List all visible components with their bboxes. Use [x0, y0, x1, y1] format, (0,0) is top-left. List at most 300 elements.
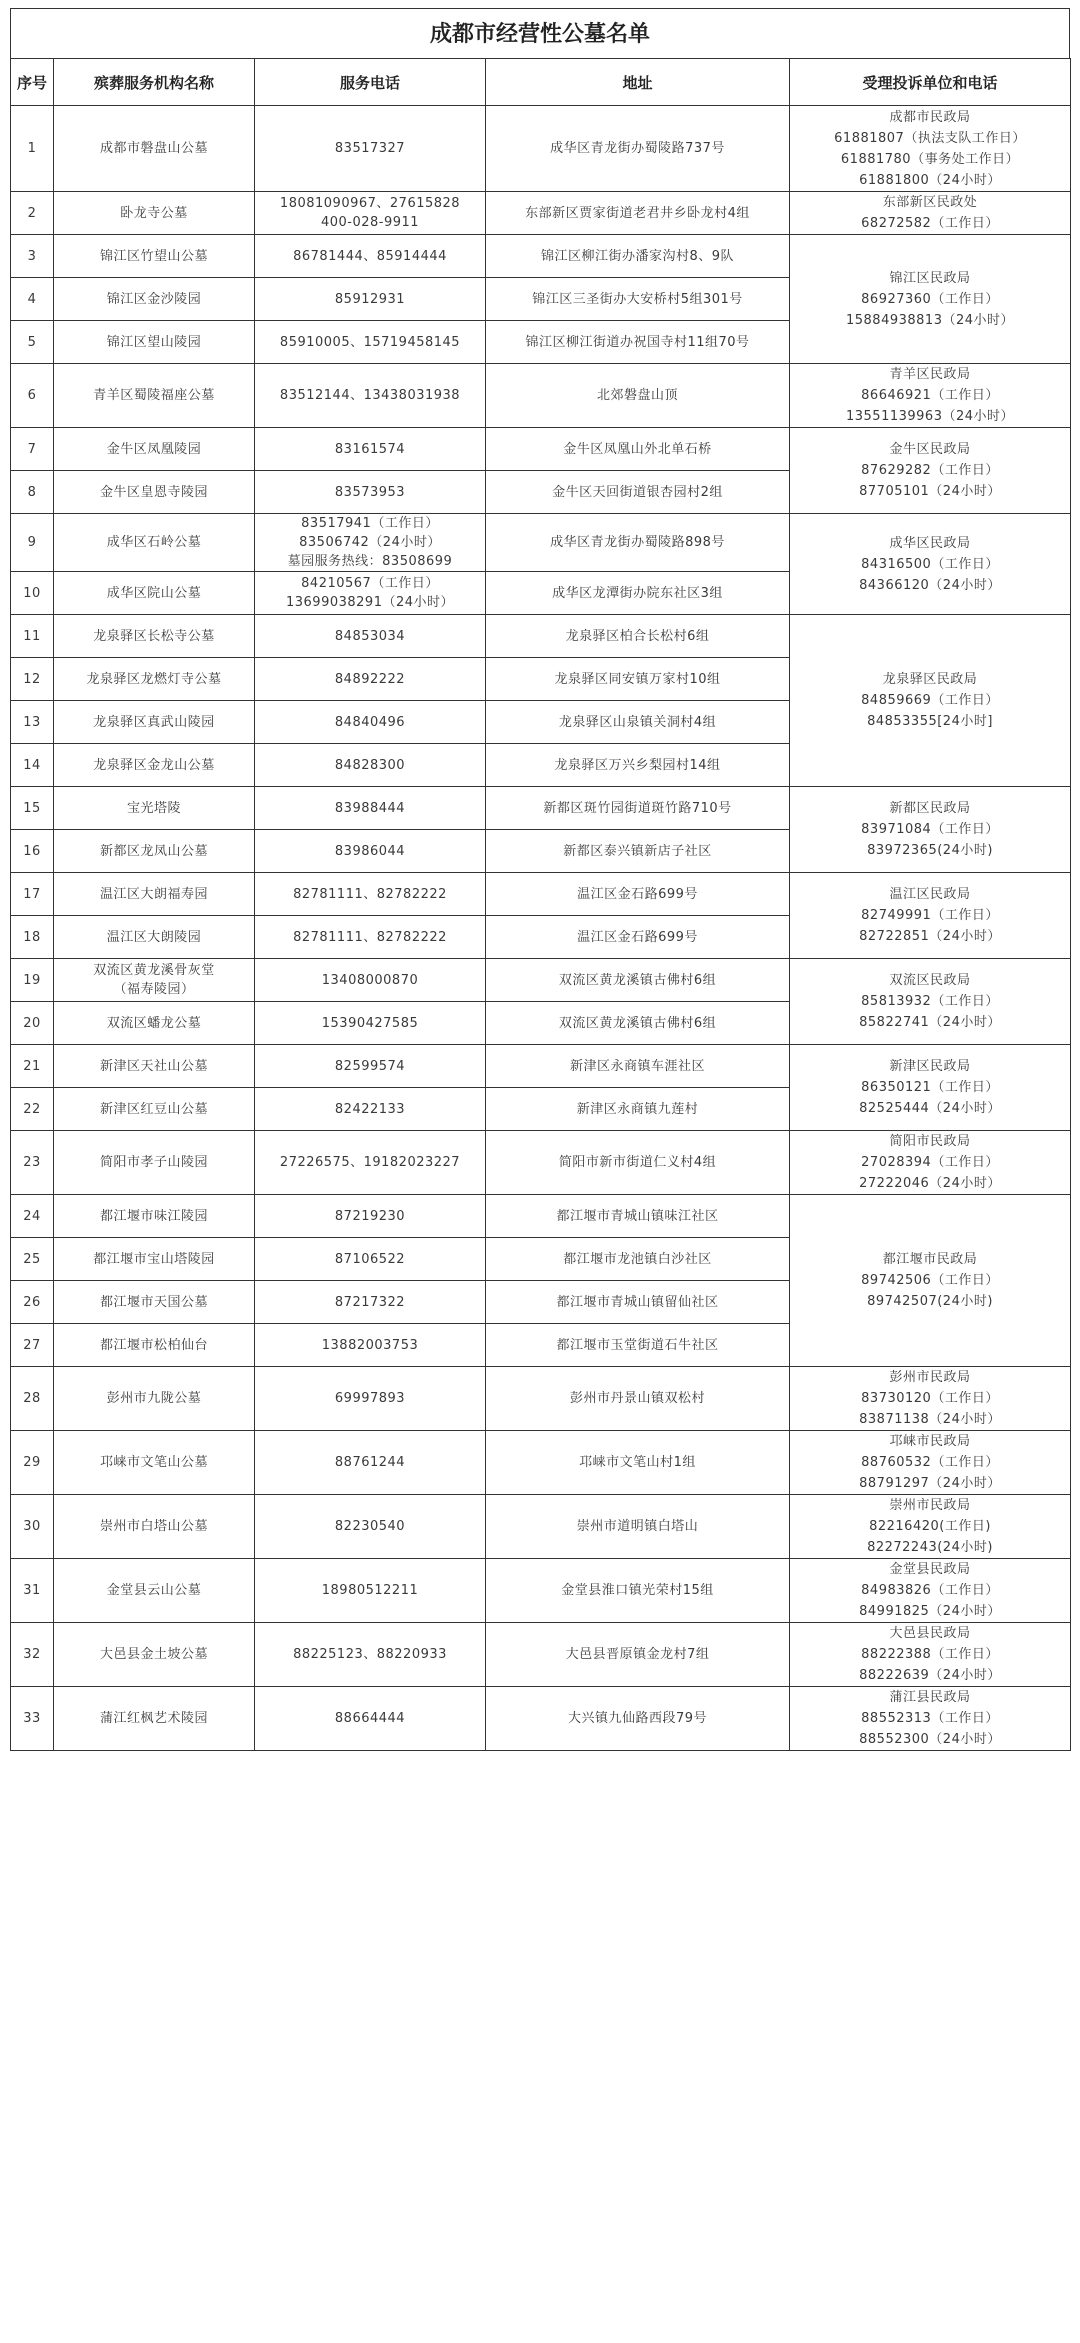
complaint-cell [790, 959, 1071, 1045]
phone-cell [255, 830, 486, 873]
phone-cell [255, 428, 486, 471]
address-line: 崇州市道明镇白塔山 [576, 1519, 699, 1534]
address-line: 锦江区柳江街道办祝国寺村11组70号 [525, 334, 750, 350]
phone-line: 82781111、82782222 [293, 886, 447, 902]
complaint-line: 88552313（工作日） [861, 1711, 999, 1726]
complaint-line: 27222046（24小时） [859, 1176, 1001, 1191]
row-index: 3 [11, 235, 54, 278]
complaint-cell [790, 1495, 1071, 1559]
row-index: 28 [11, 1367, 54, 1431]
complaint-line: 15884938813（24小时） [845, 312, 1015, 328]
org-name-cell [54, 1088, 255, 1131]
phone-cell [255, 744, 486, 787]
header-phone: 服务电话 [255, 59, 486, 106]
address-line: 新津区永商镇车涯社区 [569, 1058, 705, 1074]
name-line: 金牛区皇恩寺陵园 [99, 484, 208, 500]
org-name-cell [54, 873, 255, 916]
org-name-cell [54, 959, 255, 1002]
address-line: 双流区黄龙溪镇古佛村6组 [558, 1015, 717, 1031]
complaint-line: 89742506（工作日） [861, 1273, 999, 1288]
phone-cell [255, 364, 486, 428]
org-name-cell [54, 364, 255, 428]
complaint-cell [790, 192, 1071, 235]
complaint-line: 双流区民政局 [889, 973, 971, 988]
name-line: 龙泉驿区金龙山公墓 [93, 757, 215, 773]
address-line: 都江堰市青城山镇味江社区 [556, 1208, 719, 1224]
phone-line: 88225123、88220933 [293, 1647, 447, 1662]
row-index: 12 [11, 658, 54, 701]
org-name-cell [54, 235, 255, 278]
phone-cell [255, 658, 486, 701]
phone-cell [255, 916, 486, 959]
complaint-line: 成华区民政局 [889, 535, 971, 551]
address-line: 都江堰市龙池镇白沙社区 [563, 1251, 712, 1267]
name-line: 新津区天社山公墓 [99, 1058, 208, 1074]
phone-line: 墓园服务热线：83508699 [287, 554, 453, 569]
complaint-cell [790, 1687, 1071, 1751]
phone-line: 83988444 [334, 800, 406, 816]
org-name-cell [54, 572, 255, 615]
complaint-line: 84366120（24小时） [859, 577, 1001, 593]
complaint-line: 蒲江县民政局 [889, 1690, 971, 1705]
phone-line: 84840496 [334, 714, 406, 730]
row-index: 24 [11, 1195, 54, 1238]
table-row [11, 106, 1071, 192]
complaint-line: 84859669（工作日） [861, 693, 999, 708]
phone-line: 82422133 [334, 1101, 406, 1117]
phone-line: 18980512211 [321, 1583, 419, 1598]
phone-line: 85912931 [334, 291, 406, 307]
complaint-line: 87705101（24小时） [859, 484, 1001, 499]
complaint-line: 金牛区民政局 [889, 442, 971, 457]
complaint-line: 82525444（24小时） [859, 1101, 1001, 1116]
address-cell [486, 1131, 790, 1195]
address-line: 新都区斑竹园街道斑竹路710号 [543, 800, 732, 816]
phone-cell [255, 1495, 486, 1559]
address-line: 北郊磐盘山顶 [596, 388, 678, 403]
complaint-line: 简阳市民政局 [889, 1134, 971, 1149]
address-line: 金牛区凤凰山外北单石桥 [563, 441, 712, 457]
name-line: 青羊区蜀陵福座公墓 [93, 388, 215, 403]
org-name-cell [54, 106, 255, 192]
phone-cell [255, 572, 486, 615]
address-cell [486, 1195, 790, 1238]
complaint-cell [790, 1367, 1071, 1431]
address-cell [486, 615, 790, 658]
address-line: 龙泉驿区山泉镇关洞村4组 [558, 714, 717, 730]
org-name-cell [54, 1324, 255, 1367]
address-line: 成华区青龙街办蜀陵路737号 [550, 141, 725, 156]
org-name-cell [54, 744, 255, 787]
name-line: 锦江区金沙陵园 [106, 291, 202, 307]
phone-cell [255, 1687, 486, 1751]
complaint-line: 86927360（工作日） [861, 291, 999, 307]
name-line: 金堂县云山公墓 [106, 1583, 202, 1598]
complaint-cell [790, 1045, 1071, 1131]
complaint-line: 都江堰市民政局 [882, 1252, 978, 1267]
name-line: 金牛区凤凰陵园 [106, 441, 202, 457]
complaint-cell [790, 787, 1071, 873]
address-cell [486, 471, 790, 514]
phone-cell [255, 959, 486, 1002]
address-cell [486, 1367, 790, 1431]
complaint-line: 61881807（执法支队工作日） [834, 130, 1026, 146]
org-name-cell [54, 1431, 255, 1495]
table-row [11, 959, 1071, 1002]
phone-line: 84828300 [334, 757, 406, 773]
complaint-line: 青羊区民政局 [889, 367, 971, 382]
row-index: 21 [11, 1045, 54, 1088]
phone-line: 84210567（工作日） [301, 576, 439, 591]
org-name-cell [54, 471, 255, 514]
complaint-line: 82272243(24小时) [867, 1540, 993, 1555]
page-title: 成都市经营性公墓名单 [10, 8, 1070, 59]
row-index: 7 [11, 428, 54, 471]
name-line: 都江堰市天国公墓 [99, 1294, 208, 1310]
phone-line: 83161574 [334, 441, 406, 457]
address-cell [486, 1687, 790, 1751]
row-index: 13 [11, 701, 54, 744]
complaint-cell [790, 1623, 1071, 1687]
name-line: 锦江区竹望山公墓 [99, 248, 208, 264]
phone-cell [255, 235, 486, 278]
complaint-line: 东部新区民政处 [882, 195, 978, 210]
address-cell [486, 830, 790, 873]
row-index: 14 [11, 744, 54, 787]
org-name-cell [54, 830, 255, 873]
complaint-line: 88222388（工作日） [861, 1647, 999, 1662]
address-line: 成华区青龙街办蜀陵路898号 [550, 535, 725, 550]
complaint-line: 87629282（工作日） [861, 463, 999, 478]
complaint-line: 86350121（工作日） [861, 1080, 999, 1095]
name-line: 龙泉驿区龙燃灯寺公墓 [86, 671, 222, 687]
name-line: 锦江区望山陵园 [106, 334, 202, 350]
org-name-cell [54, 1238, 255, 1281]
row-index: 27 [11, 1324, 54, 1367]
complaint-line: 88791297（24小时） [859, 1476, 1001, 1491]
phone-line: 87217322 [334, 1294, 406, 1310]
complaint-cell [790, 1131, 1071, 1195]
phone-cell [255, 278, 486, 321]
name-line: 都江堰市味江陵园 [99, 1208, 208, 1224]
name-line: 都江堰市松柏仙台 [99, 1337, 208, 1353]
table-row [11, 1195, 1071, 1238]
header-address: 地址 [486, 59, 790, 106]
phone-line: 400-028-9911 [320, 215, 420, 230]
phone-line: 88664444 [334, 1711, 406, 1726]
complaint-cell [790, 615, 1071, 787]
row-index: 20 [11, 1002, 54, 1045]
phone-cell [255, 1131, 486, 1195]
row-index: 5 [11, 321, 54, 364]
address-cell [486, 1431, 790, 1495]
table-row [11, 1623, 1071, 1687]
address-cell [486, 1045, 790, 1088]
address-line: 都江堰市玉堂街道石牛社区 [556, 1337, 719, 1353]
phone-line: 85910005、15719458145 [279, 334, 461, 350]
address-cell [486, 701, 790, 744]
complaint-line: 崇州市民政局 [889, 1498, 971, 1513]
complaint-line: 成都市民政局 [889, 109, 971, 125]
complaint-line: 13551139963（24小时） [845, 409, 1015, 424]
phone-line: 84892222 [334, 671, 406, 687]
table-row [11, 1131, 1071, 1195]
complaint-cell [790, 1195, 1071, 1367]
name-line: 卧龙寺公墓 [120, 205, 188, 221]
complaint-line: 新津区民政局 [889, 1059, 971, 1074]
complaint-cell [790, 106, 1071, 192]
complaint-line: 89742507(24小时) [867, 1294, 993, 1309]
address-cell [486, 1238, 790, 1281]
name-line: 简阳市孝子山陵园 [99, 1155, 208, 1170]
address-cell [486, 572, 790, 615]
phone-line: 87219230 [334, 1208, 406, 1224]
table-row [11, 873, 1071, 916]
complaint-line: 邛崃市民政局 [889, 1434, 971, 1449]
row-index: 32 [11, 1623, 54, 1687]
address-line: 龙泉驿区万兴乡梨园村14组 [554, 757, 721, 773]
address-cell [486, 744, 790, 787]
org-name-cell [54, 1195, 255, 1238]
address-line: 都江堰市青城山镇留仙社区 [556, 1294, 719, 1310]
address-cell [486, 1559, 790, 1623]
address-cell [486, 787, 790, 830]
row-index: 17 [11, 873, 54, 916]
phone-cell [255, 1002, 486, 1045]
phone-cell [255, 1431, 486, 1495]
name-line: 新都区龙凤山公墓 [99, 843, 208, 859]
phone-line: 83986044 [334, 843, 406, 859]
address-cell [486, 192, 790, 235]
phone-line: 82781111、82782222 [293, 929, 447, 945]
phone-line: 82599574 [334, 1058, 406, 1074]
address-cell [486, 1495, 790, 1559]
org-name-cell [54, 916, 255, 959]
phone-line: 27226575、19182023227 [279, 1155, 461, 1170]
name-line: 崇州市白塔山公墓 [99, 1519, 208, 1534]
name-line: 成华区石岭公墓 [106, 535, 202, 550]
table-row [11, 1367, 1071, 1431]
phone-line: 83506742（24小时） [299, 535, 441, 550]
name-line: 温江区大朗福寿园 [99, 886, 208, 902]
address-line: 彭州市丹景山镇双松村 [569, 1391, 705, 1406]
phone-line: 83573953 [334, 484, 406, 500]
row-index: 15 [11, 787, 54, 830]
row-index: 33 [11, 1687, 54, 1751]
phone-cell [255, 787, 486, 830]
complaint-line: 83730120（工作日） [861, 1391, 999, 1406]
complaint-line: 金堂县民政局 [889, 1562, 971, 1577]
name-line: 蒲江红枫艺术陵园 [99, 1711, 208, 1726]
name-line: 成华区院山公墓 [106, 585, 202, 601]
table-row [11, 364, 1071, 428]
address-cell [486, 1623, 790, 1687]
name-line: 宝光塔陵 [126, 800, 181, 816]
phone-line: 83517327 [334, 141, 406, 156]
row-index: 30 [11, 1495, 54, 1559]
address-line: 锦江区柳江街办潘家沟村8、9队 [540, 248, 735, 264]
org-name-cell [54, 1495, 255, 1559]
row-index: 6 [11, 364, 54, 428]
phone-cell [255, 1238, 486, 1281]
phone-line: 13699038291（24小时） [285, 595, 455, 610]
phone-cell [255, 514, 486, 572]
name-line: 都江堰市宝山塔陵园 [93, 1251, 215, 1267]
row-index: 29 [11, 1431, 54, 1495]
address-cell [486, 428, 790, 471]
complaint-line: 84983826（工作日） [861, 1583, 999, 1598]
address-cell [486, 321, 790, 364]
complaint-line: 84853355[24小时] [867, 714, 993, 729]
complaint-line: 88222639（24小时） [859, 1668, 1001, 1683]
org-name-cell [54, 787, 255, 830]
header-index: 序号 [11, 59, 54, 106]
address-line: 金牛区天回街道银杏园村2组 [552, 484, 723, 500]
address-line: 新都区泰兴镇新店子社区 [563, 843, 712, 859]
name-line: 温江区大朗陵园 [106, 929, 202, 945]
name-line: 双流区黄龙溪骨灰堂 [93, 963, 215, 978]
complaint-line: 88760532（工作日） [861, 1455, 999, 1470]
complaint-line: 61881800（24小时） [859, 172, 1001, 188]
table-row [11, 235, 1071, 278]
address-cell [486, 1281, 790, 1324]
address-cell [486, 235, 790, 278]
org-name-cell [54, 428, 255, 471]
complaint-line: 27028394（工作日） [861, 1155, 999, 1170]
complaint-cell [790, 1431, 1071, 1495]
org-name-cell [54, 1687, 255, 1751]
complaint-line: 88552300（24小时） [859, 1732, 1001, 1747]
table-row [11, 1687, 1071, 1751]
org-name-cell [54, 514, 255, 572]
address-line: 简阳市新市街道仁义村4组 [558, 1155, 717, 1170]
address-cell [486, 106, 790, 192]
complaint-line: 82749991（工作日） [861, 908, 999, 923]
complaint-line: 龙泉驿区民政局 [882, 672, 978, 687]
header-org-name: 殡葬服务机构名称 [54, 59, 255, 106]
table-row [11, 428, 1071, 471]
complaint-line: 84991825（24小时） [859, 1604, 1001, 1619]
address-line: 龙泉驿区柏合长松村6组 [565, 628, 710, 644]
org-name-cell [54, 658, 255, 701]
name-line: 大邑县金土坡公墓 [99, 1647, 208, 1662]
complaint-line: 新都区民政局 [889, 801, 971, 816]
phone-cell [255, 615, 486, 658]
address-cell [486, 364, 790, 428]
phone-cell [255, 1088, 486, 1131]
phone-cell [255, 1195, 486, 1238]
name-line: 新津区红豆山公墓 [99, 1101, 208, 1117]
row-index: 18 [11, 916, 54, 959]
name-line: 龙泉驿区真武山陵园 [93, 714, 215, 730]
org-name-cell [54, 1281, 255, 1324]
row-index: 22 [11, 1088, 54, 1131]
row-index: 19 [11, 959, 54, 1002]
org-name-cell [54, 321, 255, 364]
phone-line: 87106522 [334, 1251, 406, 1267]
org-name-cell [54, 1367, 255, 1431]
address-cell [486, 1088, 790, 1131]
phone-line: 13408000870 [321, 972, 419, 988]
phone-cell [255, 1367, 486, 1431]
complaint-line: 锦江区民政局 [889, 270, 971, 286]
complaint-cell [790, 364, 1071, 428]
table-row [11, 1559, 1071, 1623]
address-line: 大邑县晋原镇金龙村7组 [565, 1647, 710, 1662]
phone-line: 13882003753 [321, 1337, 419, 1353]
phone-line: 69997893 [334, 1391, 406, 1406]
complaint-line: 83971084（工作日） [861, 822, 999, 837]
complaint-line: 温江区民政局 [889, 887, 971, 902]
org-name-cell [54, 1045, 255, 1088]
name-line: （福寿陵园） [113, 982, 195, 997]
address-cell [486, 916, 790, 959]
header-complaint: 受理投诉单位和电话 [790, 59, 1071, 106]
header-row [11, 59, 1071, 106]
org-name-cell [54, 1002, 255, 1045]
phone-line: 83512144、13438031938 [279, 388, 461, 403]
address-line: 金堂县淮口镇光荣村15组 [561, 1583, 714, 1598]
row-index: 25 [11, 1238, 54, 1281]
complaint-line: 82722851（24小时） [859, 929, 1001, 944]
cemetery-table [10, 58, 1071, 1751]
name-line: 双流区蟠龙公墓 [106, 1015, 202, 1031]
address-line: 锦江区三圣街办大安桥村5组301号 [532, 291, 743, 307]
address-line: 大兴镇九仙路西段79号 [567, 1711, 708, 1726]
row-index: 8 [11, 471, 54, 514]
complaint-line: 83972365(24小时) [867, 843, 993, 858]
address-line: 东部新区贾家街道老君井乡卧龙村4组 [525, 205, 750, 221]
table-body [11, 106, 1071, 1751]
org-name-cell [54, 1131, 255, 1195]
phone-line: 18081090967、27615828 [279, 196, 461, 211]
phone-line: 88761244 [334, 1455, 406, 1470]
row-index: 9 [11, 514, 54, 572]
phone-cell [255, 1324, 486, 1367]
address-line: 双流区黄龙溪镇古佛村6组 [558, 972, 717, 988]
complaint-line: 68272582（工作日） [861, 216, 999, 231]
row-index: 11 [11, 615, 54, 658]
name-line: 成都市磐盘山公墓 [99, 141, 208, 156]
phone-line: 15390427585 [321, 1015, 419, 1031]
complaint-cell [790, 1559, 1071, 1623]
address-cell [486, 514, 790, 572]
address-line: 新津区永商镇九莲村 [576, 1101, 699, 1117]
row-index: 26 [11, 1281, 54, 1324]
phone-cell [255, 471, 486, 514]
table-row [11, 1495, 1071, 1559]
phone-cell [255, 873, 486, 916]
table-row [11, 615, 1071, 658]
phone-cell [255, 1281, 486, 1324]
phone-cell [255, 1045, 486, 1088]
complaint-cell [790, 514, 1071, 615]
org-name-cell [54, 1623, 255, 1687]
address-cell [486, 1002, 790, 1045]
org-name-cell [54, 1559, 255, 1623]
phone-cell [255, 106, 486, 192]
complaint-line: 85822741（24小时） [859, 1015, 1001, 1030]
complaint-cell [790, 428, 1071, 514]
address-line: 温江区金石路699号 [577, 886, 698, 902]
row-index: 31 [11, 1559, 54, 1623]
complaint-cell [790, 235, 1071, 364]
complaint-cell [790, 873, 1071, 959]
table-row [11, 787, 1071, 830]
address-cell [486, 873, 790, 916]
row-index: 1 [11, 106, 54, 192]
complaint-line: 86646921（工作日） [861, 388, 999, 403]
